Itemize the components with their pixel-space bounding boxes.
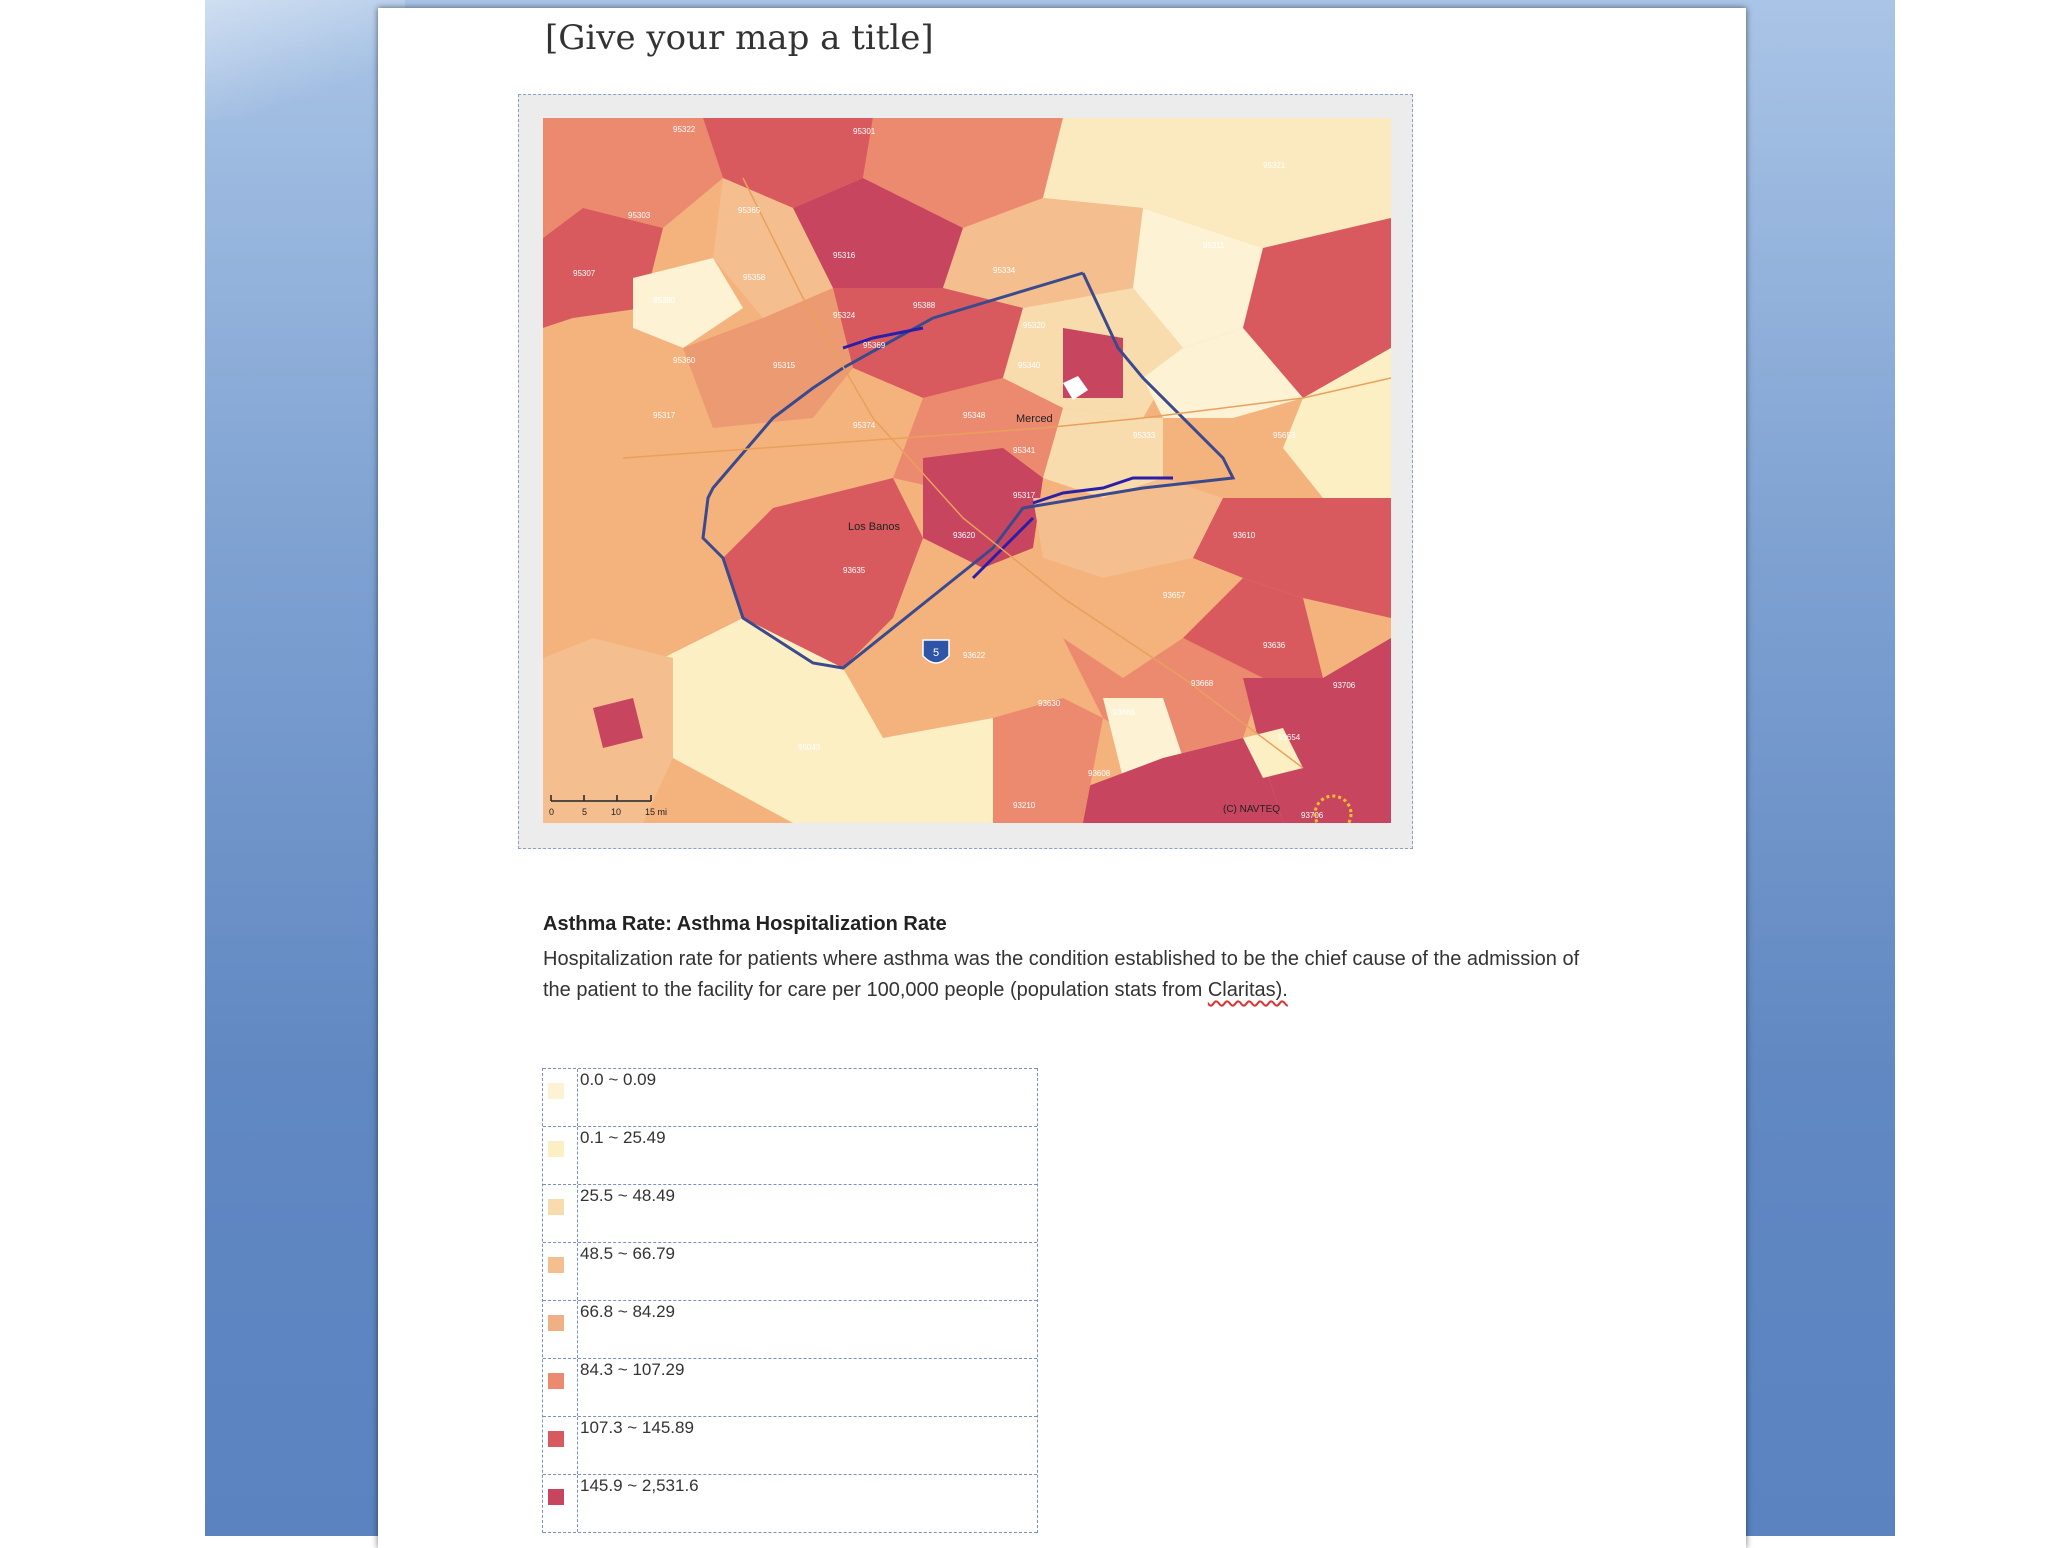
zip-label: 95303	[628, 211, 651, 220]
legend-row[interactable]	[543, 1300, 1037, 1358]
legend-swatch	[548, 1489, 564, 1505]
legend-swatch	[548, 1083, 564, 1099]
zip-label: 93620	[953, 531, 976, 540]
legend-label: 25.5 ~ 48.49	[580, 1186, 676, 1205]
zip-label: 95321	[1263, 161, 1286, 170]
zip-label: 95369	[863, 341, 886, 350]
zip-label: 93622	[963, 651, 986, 660]
zip-label: 95316	[833, 251, 856, 260]
place-label-merced: Merced	[1016, 413, 1053, 425]
zip-label: 95653	[1273, 431, 1296, 440]
place-label-los-banos: Los Banos	[848, 521, 900, 533]
description-text: Hospitalization rate for patients where asthma was the condition established to be the chief cause of the admission of the patient to the facility for care per 100,000 people (population stats from	[543, 948, 1580, 1001]
legend-swatch	[548, 1373, 564, 1389]
description-paragraph	[543, 944, 1603, 1006]
legend-label: 107.3 ~ 145.89	[580, 1418, 694, 1437]
zip-label: 95317	[653, 411, 676, 420]
zip-label: 93654	[1278, 733, 1301, 742]
legend-row[interactable]	[543, 1068, 1037, 1126]
zip-label: 93630	[1038, 699, 1061, 708]
zip-label: 95311	[1203, 241, 1225, 250]
zip-label: 93636	[1263, 641, 1286, 650]
zip-label: 95317	[1013, 491, 1036, 500]
zip-label: 95315	[773, 361, 796, 370]
zip-label: 95358	[743, 273, 766, 282]
legend-label: 48.5 ~ 66.79	[580, 1244, 676, 1263]
description-source: Claritas).	[1207, 979, 1288, 1001]
zip-label: 95301	[853, 127, 876, 136]
scale-label: 5	[582, 807, 588, 817]
zip-label: 95043	[798, 743, 821, 752]
legend-swatch	[548, 1257, 564, 1273]
zip-label: 95320	[1023, 321, 1046, 330]
map-svg	[543, 118, 1391, 823]
scale-label: 0	[549, 807, 555, 817]
zip-label: 95322	[673, 125, 696, 134]
legend-swatch	[548, 1199, 564, 1215]
zip-label: 95388	[913, 301, 936, 310]
zip-label: 93608	[1088, 769, 1111, 778]
highway-shield-label: 5	[932, 647, 940, 659]
legend-row[interactable]	[543, 1358, 1037, 1416]
legend-swatch	[548, 1141, 564, 1157]
zip-label: 95307	[573, 269, 596, 278]
legend-label: 145.9 ~ 2,531.6	[580, 1476, 699, 1495]
legend-swatch	[548, 1431, 564, 1447]
zip-label: 95333	[1133, 431, 1156, 440]
document-title-placeholder[interactable]: [Give your map a title]	[545, 18, 934, 58]
legend-row[interactable]	[543, 1184, 1037, 1242]
scale-label: 15 mi	[645, 807, 668, 817]
legend-row[interactable]	[543, 1474, 1037, 1533]
scale-label: 10	[611, 807, 622, 817]
zip-label: 93665	[1113, 708, 1136, 717]
zip-label: 93657	[1163, 591, 1186, 600]
zip-label: 95334	[993, 266, 1016, 275]
zip-label: 95341	[1013, 446, 1036, 455]
zip-label: 93610	[1233, 531, 1256, 540]
zip-label: 95365	[738, 206, 761, 215]
zip-label: 95374	[853, 421, 876, 430]
legend-row[interactable]	[543, 1126, 1037, 1184]
zip-label: 93635	[843, 566, 866, 575]
zip-label: 95324	[833, 311, 856, 320]
zip-label: 95348	[963, 411, 986, 420]
choropleth-map	[543, 118, 1391, 823]
zip-label: 95340	[1018, 361, 1041, 370]
legend-table[interactable]	[542, 1068, 1038, 1533]
map-copyright: (C) NAVTEQ	[1223, 804, 1281, 815]
zip-label: 93668	[1191, 679, 1214, 688]
legend-label: 66.8 ~ 84.29	[580, 1302, 676, 1321]
section-title: Asthma Rate: Asthma Hospitalization Rate	[543, 913, 947, 935]
zip-label: 93706	[1333, 681, 1356, 690]
legend-label: 84.3 ~ 107.29	[580, 1360, 685, 1379]
zip-label: 95380	[653, 296, 676, 305]
legend-row[interactable]	[543, 1416, 1037, 1474]
map-region	[993, 698, 1103, 823]
zip-label: 93706	[1301, 811, 1324, 820]
legend-row[interactable]	[543, 1242, 1037, 1300]
zip-label: 93210	[1013, 801, 1036, 810]
legend-label: 0.1 ~ 25.49	[580, 1128, 666, 1147]
zip-label: 95360	[673, 356, 696, 365]
desktop-glow	[205, 0, 405, 120]
legend-label: 0.0 ~ 0.09	[580, 1070, 657, 1089]
legend-swatch	[548, 1315, 564, 1331]
